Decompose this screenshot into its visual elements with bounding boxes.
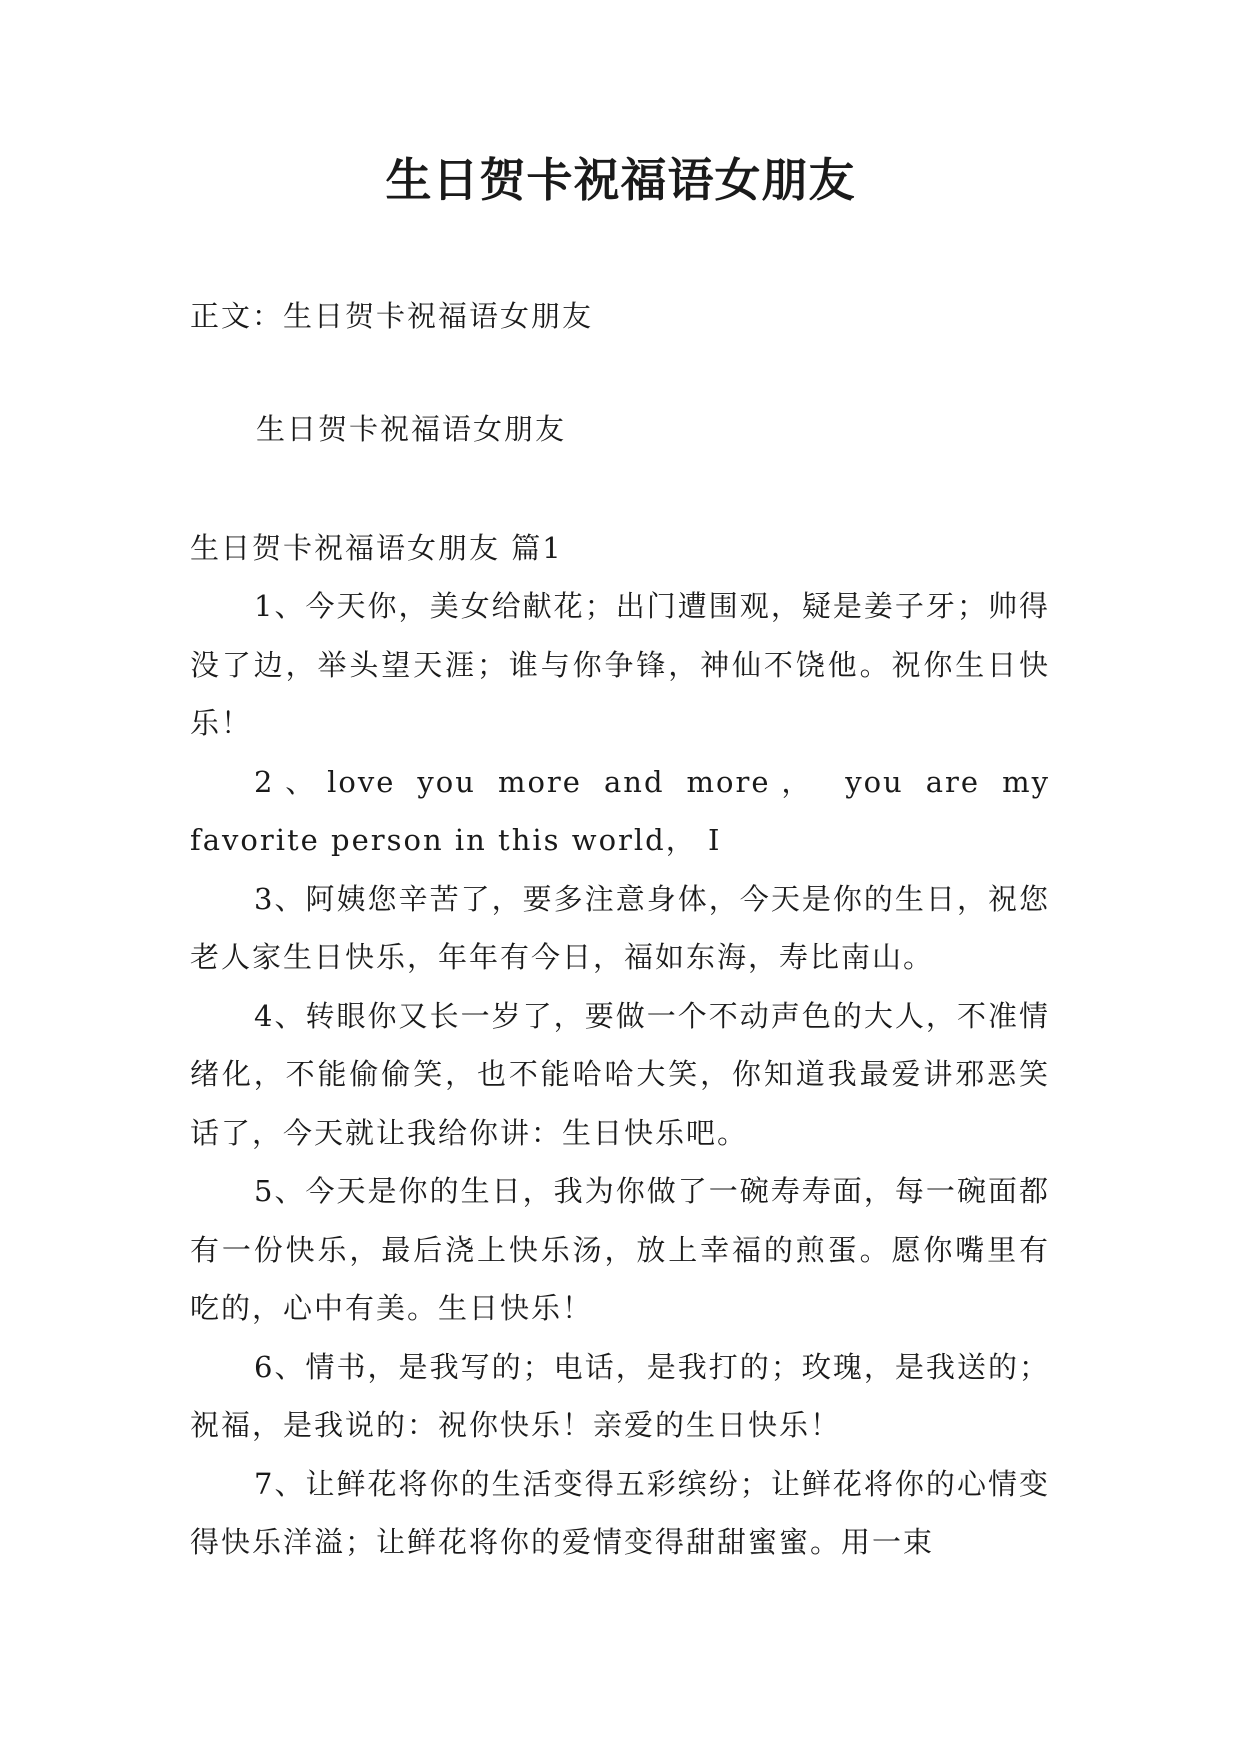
paragraph-7: 7、让鲜花将你的生活变得五彩缤纷；让鲜花将你的心情变得快乐洋溢；让鲜花将你的爱情变得甜甜蜜蜜。用一束 [190, 1466, 1050, 1559]
section-heading: 生日贺卡祝福语女朋友 篇1 [190, 531, 563, 565]
paragraph-3: 3、阿姨您辛苦了，要多注意身体，今天是你的生日，祝您老人家生日快乐，年年有今日，福如东海，寿比南山。 [190, 881, 1050, 974]
paragraph-5: 5、今天是你的生日，我为你做了一碗寿寿面，每一碗面都有一份快乐，最后浇上快乐汤，放上幸福的煎蛋。愿你嘴里有吃的，心中有美。生日快乐！ [190, 1174, 1050, 1325]
paragraph-list [190, 577, 1050, 1572]
paragraph-1: 1、今天你，美女给献花；出门遭围观，疑是姜子牙；帅得没了边，举头望天涯；谁与你争锋，神仙不饶他。祝你生日快乐！ [190, 589, 1050, 740]
paragraph-2: 2、love you more and more， you are my favorite person in this world， I [190, 764, 1050, 857]
paragraph-6: 6、情书，是我写的；电话，是我打的；玫瑰，是我送的；祝福，是我说的：祝你快乐！亲爱的生日快乐！ [190, 1349, 1050, 1442]
document-title: 生日贺卡祝福语女朋友 [385, 153, 856, 207]
body-label: 正文：生日贺卡祝福语女朋友 [190, 299, 594, 333]
paragraph-4: 4、转眼你又长一岁了，要做一个不动声色的大人，不准情绪化，不能偷偷笑，也不能哈哈大笑，你知道我最爱讲邪恶笑话了，今天就让我给你讲：生日快乐吧。 [190, 998, 1050, 1150]
subtitle: 生日贺卡祝福语女朋友 [256, 412, 567, 446]
